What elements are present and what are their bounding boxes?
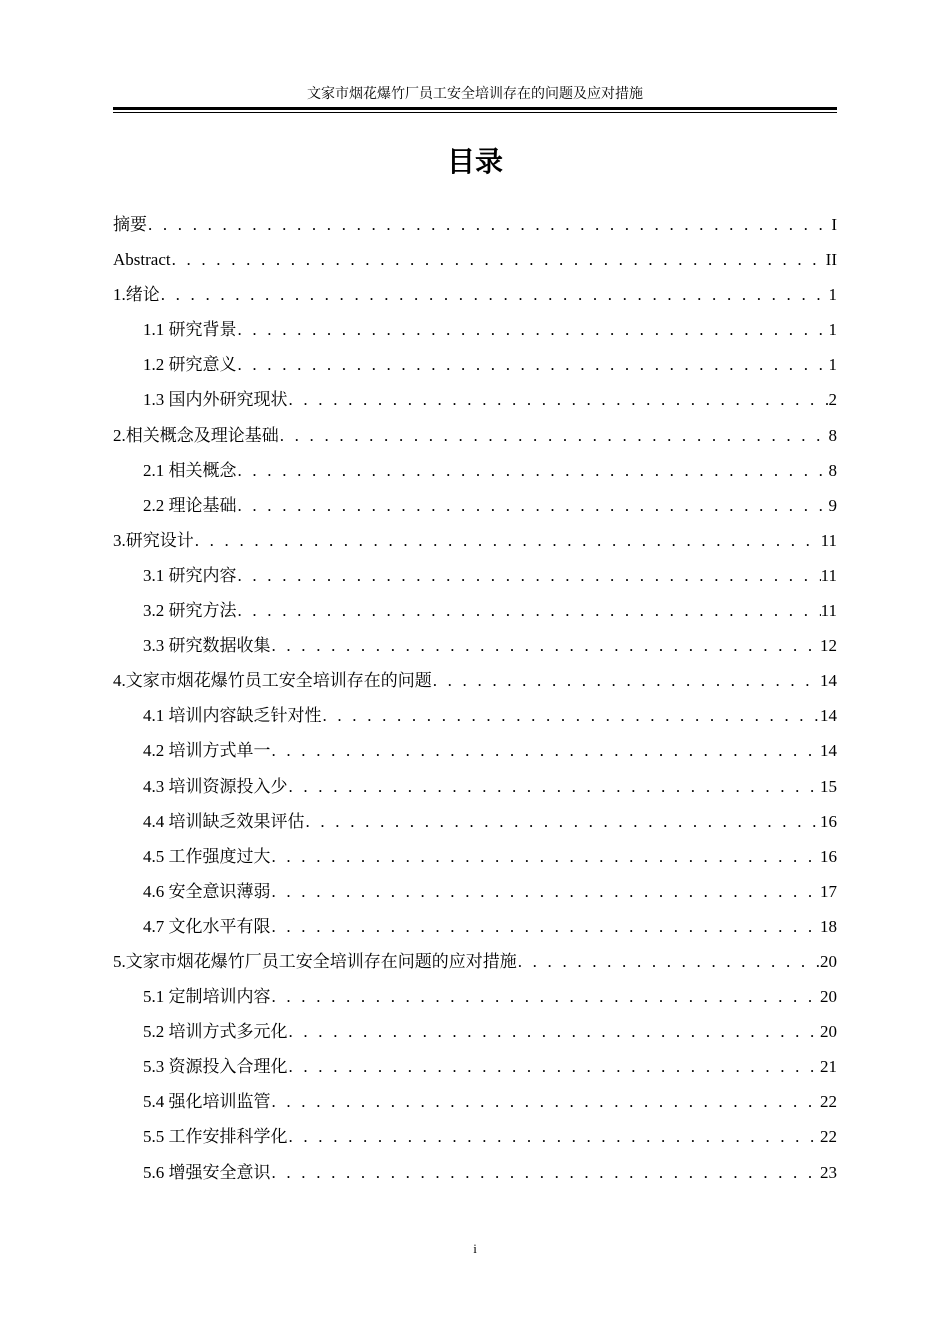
toc-entry-page: 8: [828, 460, 837, 480]
toc-dot-leader: [271, 733, 821, 768]
toc-entry-page: 11: [820, 565, 837, 585]
toc-dot-leader: [160, 277, 829, 312]
toc-entry-page: 2: [828, 390, 837, 410]
toc-dot-leader: [288, 769, 821, 804]
toc-entry-label: 4.7 文化水平有限: [143, 916, 271, 936]
toc-entry-label: 4.2 培训方式单一: [143, 741, 271, 761]
toc-dot-leader: [271, 628, 821, 663]
toc-entry[interactable]: [113, 488, 837, 523]
header-rule-thin: [113, 112, 837, 113]
table-of-contents: [113, 207, 837, 1190]
toc-entry[interactable]: [113, 382, 837, 417]
toc-entry-label: 5.4 强化培训监管: [143, 1092, 271, 1112]
toc-entry-page: II: [825, 250, 837, 270]
toc-entry-label: 3.3 研究数据收集: [143, 636, 271, 656]
toc-dot-leader: [271, 1084, 821, 1119]
toc-entry-page: 11: [820, 530, 837, 550]
toc-entry[interactable]: [113, 277, 837, 312]
toc-entry-page: 12: [820, 636, 837, 656]
toc-entry-page: I: [831, 215, 837, 234]
toc-entry-page: 20: [820, 1022, 837, 1042]
toc-entry-page: 16: [820, 811, 837, 831]
toc-entry-page: 9: [828, 495, 837, 515]
toc-entry-label: 3.研究设计: [113, 530, 194, 550]
toc-entry[interactable]: [113, 523, 837, 558]
toc-dot-leader: [288, 1119, 821, 1154]
toc-dot-leader: [237, 453, 829, 488]
toc-entry-page: 22: [820, 1127, 837, 1147]
toc-entry-page: 1: [828, 285, 837, 305]
toc-dot-leader: [288, 1049, 821, 1084]
toc-entry-label: 4.6 安全意识薄弱: [143, 881, 271, 901]
toc-entry-label: 5.5 工作安排科学化: [143, 1127, 288, 1147]
toc-dot-leader: [237, 488, 829, 523]
toc-entry-label: 4.文家市烟花爆竹员工安全培训存在的问题: [113, 671, 432, 691]
running-title: 文家市烟花爆竹厂员工安全培训存在的问题及应对措施: [307, 87, 643, 102]
toc-title: 目录: [446, 145, 503, 178]
toc-entry-label: Abstract: [113, 250, 171, 270]
toc-entry-page: 11: [820, 601, 837, 621]
toc-entry-page: 17: [820, 881, 837, 901]
toc-dot-leader: [305, 804, 821, 839]
toc-dot-leader: [237, 558, 821, 593]
toc-dot-leader: [271, 839, 821, 874]
toc-entry-label: 5.文家市烟花爆竹厂员工安全培训存在问题的应对措施: [113, 951, 517, 971]
toc-entry-page: 16: [820, 846, 837, 866]
page-number: i: [473, 1241, 477, 1256]
toc-entry[interactable]: [113, 207, 837, 242]
toc-entry-label: 4.1 培训内容缺乏针对性: [143, 706, 322, 726]
toc-entry[interactable]: [113, 698, 837, 733]
toc-entry[interactable]: [113, 347, 837, 382]
toc-entry-page: 20: [820, 987, 837, 1007]
toc-entry[interactable]: [113, 1119, 837, 1154]
toc-entry-label: 4.5 工作强度过大: [143, 846, 271, 866]
toc-dot-leader: [237, 347, 829, 382]
toc-entry[interactable]: [113, 1014, 837, 1049]
toc-entry-label: 1.2 研究意义: [143, 355, 237, 375]
toc-entry[interactable]: [113, 628, 837, 663]
header-rule-thick: [113, 107, 837, 110]
toc-entry-page: 1: [828, 320, 837, 340]
toc-entry-label: 2.1 相关概念: [143, 460, 237, 480]
toc-entry-label: 4.4 培训缺乏效果评估: [143, 811, 305, 831]
toc-entry[interactable]: [113, 242, 837, 277]
toc-entry-page: 1: [828, 355, 837, 375]
toc-entry[interactable]: [113, 804, 837, 839]
toc-entry-label: 2.相关概念及理论基础: [113, 425, 279, 445]
toc-entry-label: 3.1 研究内容: [143, 565, 237, 585]
toc-dot-leader: [322, 698, 821, 733]
toc-dot-leader: [194, 523, 821, 558]
toc-entry-page: 14: [820, 741, 837, 761]
toc-dot-leader: [517, 944, 820, 979]
toc-entry-page: 22: [820, 1092, 837, 1112]
toc-entry-label: 5.3 资源投入合理化: [143, 1057, 288, 1077]
toc-entry[interactable]: [113, 909, 837, 944]
toc-entry-label: 5.1 定制培训内容: [143, 987, 271, 1007]
toc-entry[interactable]: [113, 979, 837, 1014]
toc-entry-label: 5.6 增强安全意识: [143, 1162, 271, 1182]
toc-entry-page: 20: [820, 951, 837, 971]
toc-dot-leader: [271, 874, 821, 909]
toc-dot-leader: [171, 242, 826, 277]
toc-dot-leader: [147, 207, 831, 242]
toc-dot-leader: [432, 663, 820, 698]
toc-entry[interactable]: [113, 733, 837, 768]
toc-entry-page: 14: [820, 706, 837, 726]
toc-entry-page: 23: [820, 1162, 837, 1182]
toc-dot-leader: [279, 418, 829, 453]
toc-entry[interactable]: [113, 769, 837, 804]
toc-entry-page: 15: [820, 776, 837, 796]
toc-entry[interactable]: [113, 558, 837, 593]
toc-dot-leader: [271, 909, 821, 944]
toc-entry-page: 21: [820, 1057, 837, 1077]
toc-dot-leader: [271, 1155, 821, 1190]
toc-entry-page: 14: [820, 671, 837, 691]
toc-dot-leader: [271, 979, 821, 1014]
toc-entry[interactable]: [113, 593, 837, 628]
toc-entry[interactable]: [113, 453, 837, 488]
toc-entry-page: 18: [820, 916, 837, 936]
toc-entry-label: 5.2 培训方式多元化: [143, 1022, 288, 1042]
toc-dot-leader: [288, 1014, 821, 1049]
toc-entry-label: 2.2 理论基础: [143, 495, 237, 515]
toc-entry[interactable]: [113, 874, 837, 909]
toc-dot-leader: [288, 382, 829, 417]
toc-entry[interactable]: [113, 663, 837, 698]
toc-entry-label: 4.3 培训资源投入少: [143, 776, 288, 796]
toc-entry-label: 1.3 国内外研究现状: [143, 390, 288, 410]
toc-entry-label: 3.2 研究方法: [143, 601, 237, 621]
toc-entry[interactable]: [113, 312, 837, 347]
toc-entry-label: 1.1 研究背景: [143, 320, 237, 340]
toc-entry[interactable]: [113, 944, 837, 979]
toc-entry-label: 1.绪论: [113, 285, 160, 305]
toc-entry-label: 摘要: [113, 215, 147, 234]
toc-entry[interactable]: [113, 839, 837, 874]
toc-entry-page: 8: [828, 425, 837, 445]
toc-entry[interactable]: [113, 1049, 837, 1084]
toc-dot-leader: [237, 593, 821, 628]
toc-dot-leader: [237, 312, 829, 347]
toc-entry[interactable]: [113, 1084, 837, 1119]
toc-entry[interactable]: [113, 418, 837, 453]
toc-entry[interactable]: [113, 1155, 837, 1190]
